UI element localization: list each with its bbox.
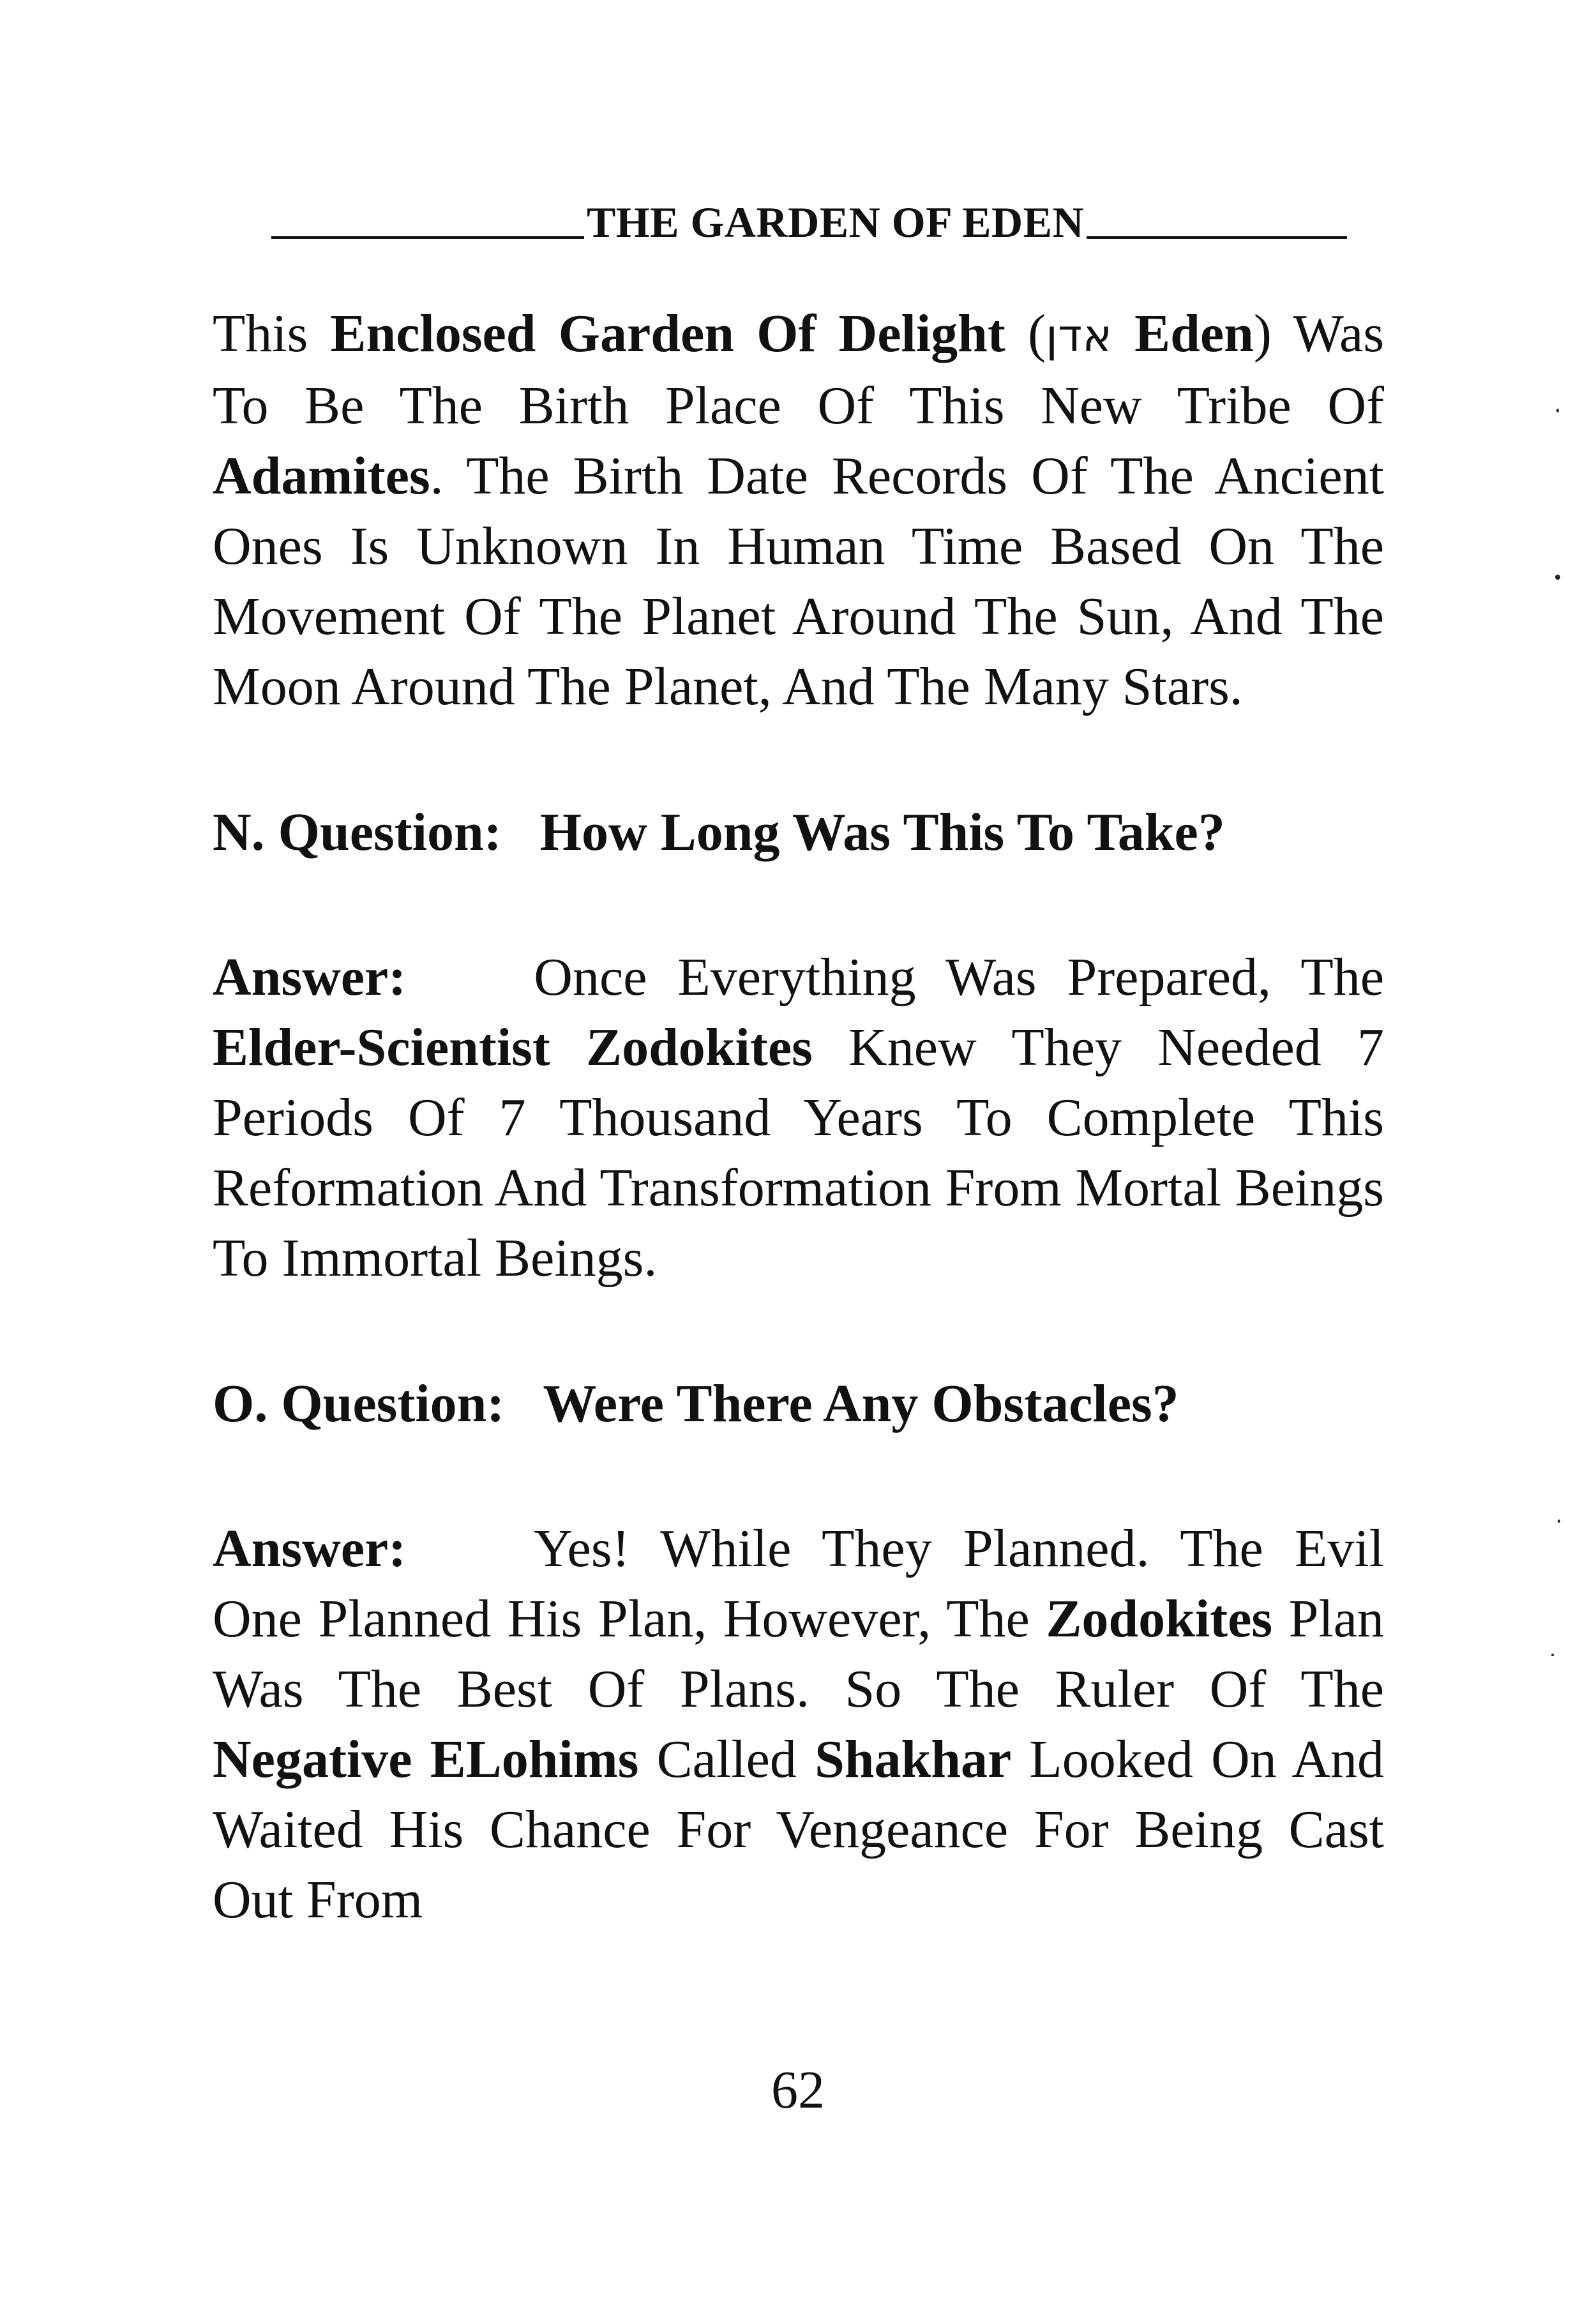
term-negative-elohims: Negative ELohims (213, 1730, 639, 1789)
answer-o-text-1: Yes! While They Planned. The Evil One Planned His Plan, However, The (213, 1519, 1384, 1649)
term-shakhar: Shakhar (815, 1730, 1012, 1789)
page-body (213, 299, 1384, 1935)
question-o (213, 1369, 1384, 1439)
question-o-label: O. Question: (213, 1374, 505, 1433)
header-rule-right (1087, 236, 1347, 239)
scan-speck (1556, 409, 1559, 412)
para1-text-4: ) Was To Be The Birth Place Of This New Tribe Of (213, 304, 1385, 435)
running-header (234, 186, 1384, 244)
term-eden: Eden (1134, 304, 1254, 363)
term-elder-scientist-zodokites: Elder-Scientist Zodokites (213, 1018, 813, 1077)
hebrew-word: אדן (1045, 310, 1113, 362)
question-n-label: N. Question: (213, 803, 502, 862)
answer-o-text-2: Plan Was The Best Of Plans. So The Ruler Of The (213, 1589, 1384, 1719)
scan-speck (1555, 575, 1560, 580)
para1-text-2: ( (1005, 304, 1046, 363)
header-title: THE GARDEN OF EDEN (586, 198, 1085, 246)
intro-paragraph (213, 299, 1384, 722)
scan-speck (1558, 1520, 1560, 1523)
answer-o-text-3: Called (638, 1730, 815, 1789)
term-zodokites: Zodokites (1046, 1589, 1273, 1649)
answer-n-text-2: Knew They Needed 7 Periods Of 7 Thousand Years To Complete This Reformation And Transformation From Mortal Beings To Immortal Beings. (213, 1018, 1384, 1288)
para1-text-3 (1112, 304, 1134, 363)
answer-n (213, 942, 1384, 1294)
question-n (213, 797, 1384, 868)
term-adamites: Adamites (213, 446, 430, 506)
answer-o-text-4: Looked On And Waited His Chance For Vengeance For Being Cast Out From (213, 1730, 1384, 1929)
question-o-text: Were There Any Obstacles? (543, 1374, 1179, 1433)
term-enclosed-garden: Enclosed Garden Of Delight (330, 304, 1005, 363)
question-n-text: How Long Was This To Take? (539, 803, 1225, 862)
page-number: 62 (771, 2060, 825, 2120)
answer-o (213, 1514, 1384, 1935)
scan-speck (1551, 1654, 1554, 1656)
answer-n-text-1: Once Everything Was Prepared, The (534, 947, 1384, 1007)
header-rule-left (271, 236, 584, 239)
para1-text-5: . The Birth Date Records Of The Ancient Ones Is Unknown In Human Time Based On The Movement Of The Planet Around The Sun, And The Moon Around The Planet, And The Many Stars. (213, 446, 1384, 716)
para1-text-1: This (213, 304, 331, 363)
answer-o-label: Answer: (213, 1519, 407, 1578)
answer-n-label: Answer: (213, 947, 407, 1007)
